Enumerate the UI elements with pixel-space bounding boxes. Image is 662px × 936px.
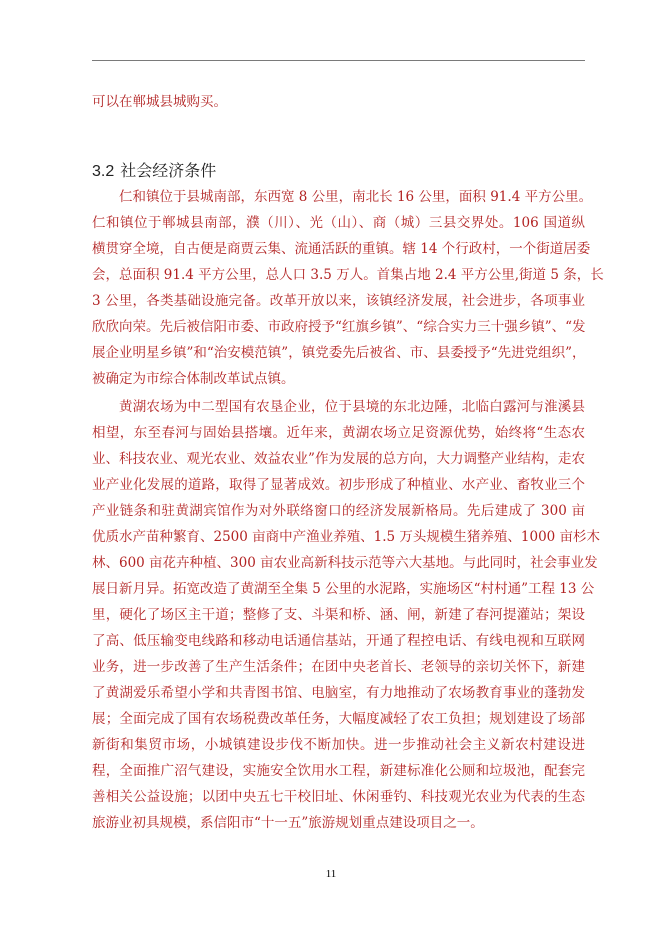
paragraph-line: 展企业明星乡镇”和“治安模范镇”，镇党委先后被省、市、县委授予“先进党组织”， [92,345,586,361]
section-number: 3.2 [92,163,115,180]
paragraph-line: 会，总面积 91.4 平方公里，总人口 3.5 万人。首集占地 2.4 平方公里,街道 5 条，长 [92,267,604,283]
paragraph-line: 仁和镇位于郸城县南部，濮（川）、光（山）、商（城）三县交界处。106 国道纵 [92,215,585,231]
paragraph-line: 展日新月异。拓宽改造了黄湖至全集 5 公里的水泥路，实施场区“村村通”工程 13 公 [92,581,595,597]
header-rule [92,60,585,61]
continued-text-line: 可以在郸城县城购买。 [92,94,227,110]
paragraph-line: 了高、低压输变电线路和移动电话通信基站，开通了程控电话、有线电视和互联网 [92,633,585,649]
paragraph-line: 3 公里，各类基础设施完备。改革开放以来，该镇经济发展，社会进步，各项事业 [92,293,585,309]
paragraph-line: 展；全面完成了国有农场税费改革任务，大幅度减轻了农工负担；规划建设了场部 [92,711,585,727]
paragraph-line: 欣欣向荣。先后被信阳市委、市政府授予“红旗乡镇”、“综合实力三十强乡镇”、“发 [92,319,586,335]
paragraph-line: 旅游业初具规模，系信阳市“十一五”旅游规划重点建设项目之一。 [92,815,484,831]
paragraph-line: 业、科技农业、观光农业、效益农业”作为发展的总方向，大力调整产业结构，走农 [92,451,585,467]
paragraph-line: 善相关公益设施；以团中央五七干校旧址、休闲垂钓、科技观光农业为代表的生态 [92,789,585,805]
paragraph-line: 相望，东至春河与固始县搭壤。近年来，黄湖农场立足资源优势，始终将“生态农 [92,425,585,441]
section-heading [92,160,216,183]
paragraph-line: 程，全面推广沼气建设，实施安全饮用水工程，新建标准化公厕和垃圾池，配套完 [92,763,585,779]
paragraph-line: 林、600 亩花卉种植、300 亩农业高新科技示范等六大基地。与此同时，社会事业发 [92,555,598,571]
section-title: 社会经济条件 [120,161,217,180]
paragraph-line: 仁和镇位于县城南部，东西宽 8 公里，南北长 16 公里，面积 91.4 平方公里。 [119,189,593,205]
paragraph-line: 里，硬化了场区主干道；整修了支、斗渠和桥、涵、闸，新建了春河提灌站；架设 [92,607,585,623]
paragraph-line: 业产业化发展的道路，取得了显著成效。初步形成了种植业、水产业、畜牧业三个 [92,477,585,493]
paragraph-line: 新街和集贸市场，小城镇建设步伐不断加快。进一步推动社会主义新农村建设进 [92,737,585,753]
page-number: 11 [325,868,337,880]
paragraph-line: 产业链条和驻黄湖宾馆作为对外联络窗口的经济发展新格局。先后建成了 300 亩 [92,503,585,519]
paragraph-line: 横贯穿全境，自古便是商贾云集、流通活跃的重镇。辖 14 个行政村，一个街道居委 [92,241,591,257]
paragraph-line: 了黄湖爱乐希望小学和共青图书馆、电脑室，有力地推动了农场教育事业的蓬勃发 [92,685,585,701]
paragraph-line: 黄湖农场为中二型国有农垦企业，位于县境的东北边陲，北临白露河与淮溪县 [119,399,585,415]
paragraph-line: 业务，进一步改善了生产生活条件；在团中央老首长、老领导的亲切关怀下，新建 [92,659,585,675]
paragraph-line: 优质水产苗种繁育、2500 亩商中产渔业养殖、1.5 万头规模生猪养殖、1000 亩杉木 [92,529,601,545]
paragraph-line: 被确定为市综合体制改革试点镇。 [92,371,295,387]
